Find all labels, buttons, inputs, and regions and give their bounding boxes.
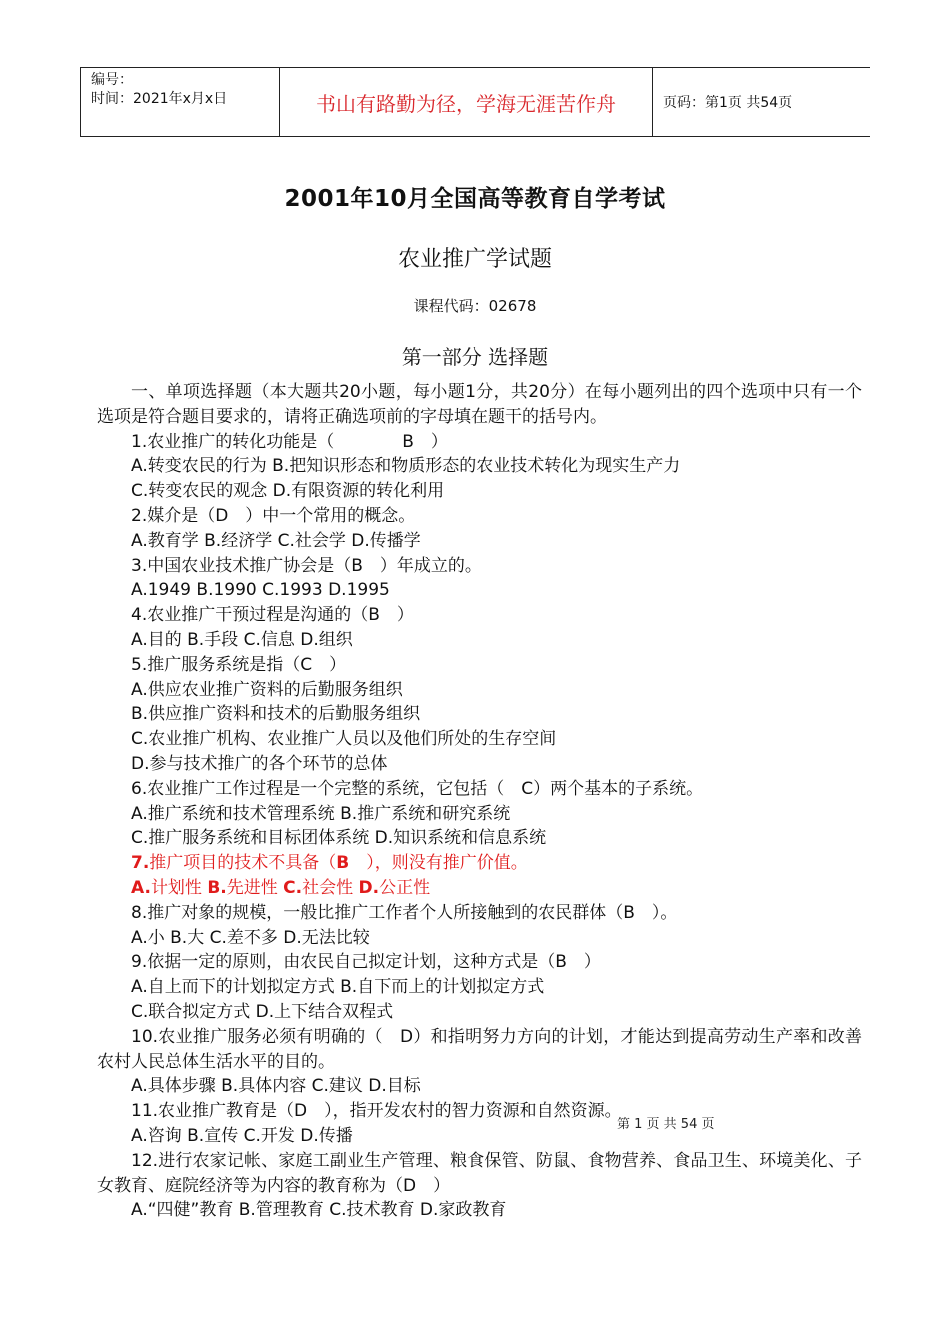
question-8-options: A.小 B.大 C.差不多 D.无法比较: [131, 927, 370, 948]
page-footer: 第 1 页 共 54 页: [617, 1117, 715, 1132]
question-5: 5.推广服务系统是指（C ）: [131, 654, 347, 675]
q7-option-b-letter: B.: [207, 877, 227, 898]
motto: 书山有路勤为径，学海无涯苦作舟: [280, 68, 653, 136]
header-left-cell: [80, 68, 280, 136]
question-2-options: A.教育学 B.经济学 C.社会学 D.传播学: [131, 530, 421, 551]
question-12-options: A.“四健”教育 B.管理教育 C.技术教育 D.家政教育: [131, 1200, 507, 1221]
question-6-options-ab: A.推广系统和技术管理系统 B.推广系统和研究系统: [131, 803, 511, 824]
course-code: 课程代码：02678: [413, 297, 537, 315]
question-2: 2.媒介是（D ）中一个常用的概念。: [131, 505, 416, 526]
question-9-options-cd: C.联合拟定方式 D.上下结合双程式: [131, 1001, 394, 1022]
q7-answer: B: [336, 853, 350, 874]
question-5-option-b: B.供应推广资料和技术的后勤服务组织: [131, 704, 421, 725]
q7-option-c: 社会性: [302, 877, 359, 898]
question-9: 9.依据一定的原则，由农民自己拟定计划，这种方式是（B ）: [131, 952, 601, 973]
number-label: 编号：: [91, 72, 133, 88]
question-11: 11.农业推广教育是（D ），指开发农村的智力资源和自然资源。: [131, 1101, 622, 1122]
q7-option-d-letter: D.: [358, 877, 380, 898]
question-3: 3.中国农业技术推广协会是（B ）年成立的。: [131, 555, 482, 576]
question-3-options: A.1949 B.1990 C.1993 D.1995: [131, 580, 390, 601]
instructions: 一、单项选择题（本大题共20小题，每小题1分，共20分）在每小题列出的四个选项中只有一个选项是符合题目要求的，请将正确选项前的字母填在题干的括号内。: [97, 382, 862, 427]
question-12: 12.进行农家记帐、家庭工副业生产管理、粮食保管、防鼠、食物营养、食品卫生、环境美化、子女教育、庭院经济等为内容的教育称为（D ）: [97, 1150, 862, 1196]
question-6: 6.农业推广工作过程是一个完整的系统，它包括（ C）两个基本的子系统。: [131, 778, 704, 799]
page-info: 页码：第1页 共54页: [663, 95, 793, 111]
question-9-options-ab: A.自上而下的计划拟定方式 B.自下而上的计划拟定方式: [131, 977, 545, 998]
header-table: [80, 67, 870, 137]
q7-option-d: 公正性: [379, 877, 431, 898]
question-5-option-c: C.农业推广机构、农业推广人员以及他们所处的生存空间: [131, 729, 557, 750]
q7-number: 7.: [131, 853, 150, 874]
question-11-options: A.咨询 B.宣传 C.开发 D.传播: [131, 1125, 353, 1146]
question-6-options-cd: C.推广服务系统和目标团体系统 D.知识系统和信息系统: [131, 828, 547, 849]
q7-text-1: 推广项目的技术不具备（: [149, 853, 337, 874]
q7-text-2: ），则没有推广价值。: [349, 853, 528, 874]
q7-option-a-letter: A.: [131, 877, 151, 898]
question-1: 1.农业推广的转化功能是（ B ）: [131, 431, 448, 452]
question-10-options: A.具体步骤 B.具体内容 C.建议 D.目标: [131, 1076, 421, 1097]
question-4: 4.农业推广干预过程是沟通的（B ）: [131, 605, 414, 626]
question-1-options-ab: A.转变农民的行为 B.把知识形态和物质形态的农业技术转化为现实生产力: [131, 456, 681, 477]
question-1-options-cd: C.转变农民的观念 D.有限资源的转化利用: [131, 481, 445, 502]
q7-option-c-letter: C.: [283, 877, 303, 898]
question-4-options: A.目的 B.手段 C.信息 D.组织: [131, 629, 353, 650]
question-body: [97, 380, 862, 1223]
q7-option-b: 先进性: [226, 877, 284, 898]
date-label: 时间：2021年x月x日: [91, 91, 228, 107]
question-10: 10.农业推广服务必须有明确的（ D）和指明努力方向的计划，才能达到提高劳动生产率和改善农村人民总体生活水平的目的。: [97, 1026, 862, 1072]
exam-title: 2001年10月全国高等教育自学考试: [284, 186, 666, 212]
part-title: 第一部分 选择题: [401, 345, 549, 369]
q7-option-a: 计划性: [150, 877, 208, 898]
question-7: [97, 851, 862, 876]
subject-title: 农业推广学试题: [397, 247, 552, 272]
question-5-option-d: D.参与技术推广的各个环节的总体: [131, 753, 388, 774]
question-8: 8.推广对象的规模，一般比推广工作者个人所接触到的农民群体（B ）。: [131, 902, 678, 923]
question-7-options: [97, 876, 862, 901]
question-5-option-a: A.供应农业推广资料的后勤服务组织: [131, 679, 403, 700]
